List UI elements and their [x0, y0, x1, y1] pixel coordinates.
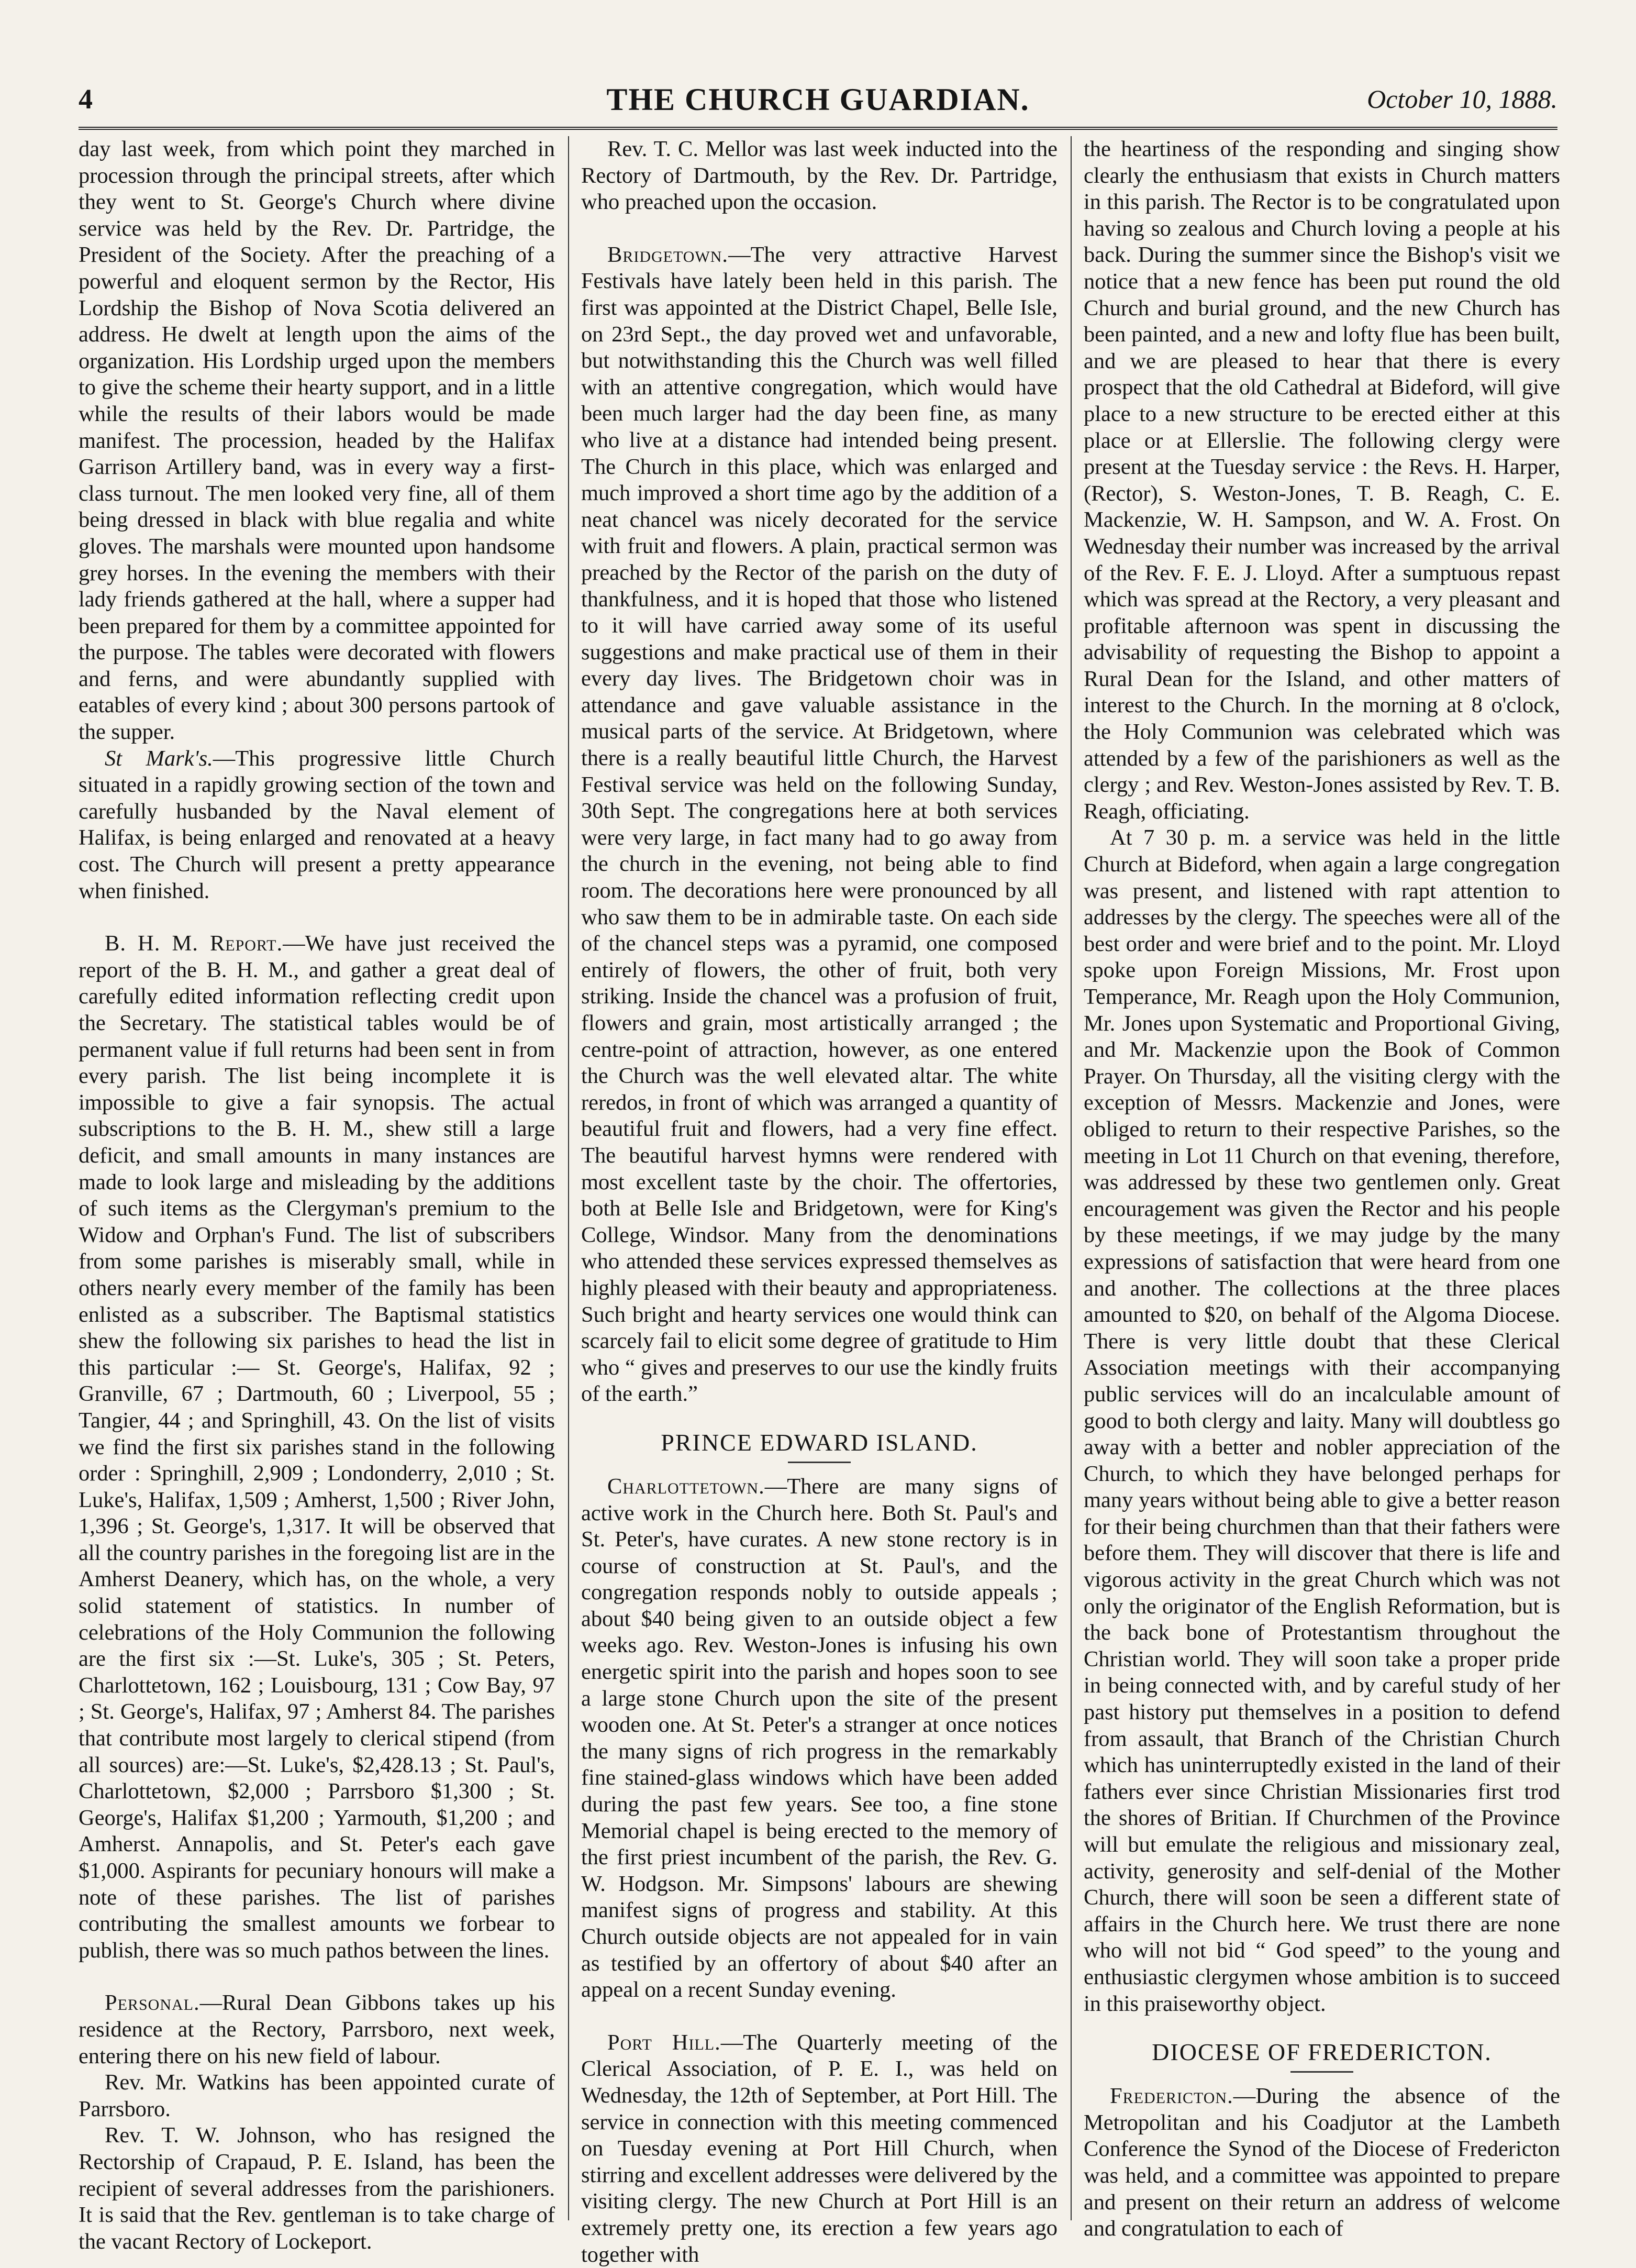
article-paragraph: Rev. T. C. Mellor was last week inducted into the Rectory of Dartmouth, by the Rev. Dr. Partridge, who preached upon the occasion.: [581, 137, 1058, 215]
article-paragraph: [581, 242, 1058, 1408]
paragraph-body: —Rural Dean Gibbons takes up his residence at the Rectory, Parrsboro, next week, entering there on his new field of labour.: [79, 1990, 555, 2068]
column-1: [79, 136, 555, 2254]
article-paragraph: [581, 2030, 1058, 2268]
issue-date: October 10, 1888.: [1367, 84, 1557, 114]
header-rule: [79, 127, 1557, 130]
section-heading: DIOCESE OF FREDERICTON.: [1152, 2039, 1492, 2066]
column-3: [1084, 136, 1560, 2241]
article-paragraph: Rev. Mr. Watkins has been appointed curate of Parrsboro.: [79, 2070, 555, 2121]
column-divider: [568, 136, 569, 2220]
paragraph-lead: B. H. M. Report.: [105, 931, 283, 956]
article-paragraph: the heartiness of the responding and singing show clearly the enthusiasm that exists in Church matters in this parish. The Rector is to be congratulated upon having so zealous and Church loving a people at his back. During the summer since the Bishop's visit we notice that a new fence has been put round the old Church and burial ground, and the new Church has been painted, and a new and lofty flue has been built, and we are pleased to hear that there is every prospect that the old Cathedral at Bideford, will give place to a new structure to be erected either at this place or at Ellerslie. The following clergy were present at the Tuesday service : the Revs. H. Harper, (Rector), S. Weston-Jones, T. B. Reagh, C. E. Mackenzie, W. H. Sampson, and W. A. Frost. On Wednesday their number was increased by the arrival of the Rev. F. E. J. Lloyd. After a sumptuous repast which was spread at the Rectory, a very pleasant and profitable afternoon was spent in discussing the advisability of requesting the Bishop to appoint a Rural Dean for the Island, and other matters of interest to the Church. In the morning at 8 o'clock, the Holy Communion was celebrated which was attended by a few of the parishioners as well as the clergy ; and Rev. Weston-Jones assisted by Rev. T. B. Reagh, officiating.: [1084, 137, 1560, 824]
paragraph-lead: Charlottetown.: [607, 1474, 765, 1499]
paragraph-lead: Fredericton.: [1110, 2084, 1233, 2109]
article-paragraph: [1084, 2083, 1560, 2242]
section-heading: PRINCE EDWARD ISLAND.: [661, 1429, 978, 1456]
paragraph-body: —There are many signs of active work in the Church here. Both St. Paul's and St. Peter's, have curates. A new stone rectory is in course of construction at St. Paul's, and the congregation responds nobly to outside appeals ; about $40 being given to an outside object a few weeks ago. Rev. Weston-Jones is infusing his own energetic spirit into the parish and hopes soon to see a large stone Church upon the site of the present wooden one. At St. Peter's a stranger at once notices the many signs of rich progress in the remarkably fine stained-glass windows which have been added during the past few years. See too, a fine stone Memorial chapel is being erected to the memory of the first priest incumbent of the parish, the Rev. G. W. Hodgson. Mr. Simpsons' labours are shewing manifest signs of progress and stability. At this Church outside objects are not appealed for in vain as testified by an offertory of about $40 after an appeal on a recent Sunday evening.: [581, 1474, 1058, 2003]
paragraph-lead: St Mark's.: [105, 746, 213, 771]
page-number: 4: [79, 83, 93, 115]
article-paragraph: At 7 30 p. m. a service was held in the little Church at Bideford, when again a large congregation was present, and listened with rapt attention to addresses by the clergy. The speeches were all of the best order and were brief and to the point. Mr. Lloyd spoke upon Foreign Missions, Mr. Frost upon Temperance, Mr. Reagh upon the Holy Communion, Mr. Jones upon Systematic and Proportional Giving, and Mr. Mackenzie upon the Book of Common Prayer. On Thursday, all the visiting clergy with the exception of Messrs. Mackenzie and Jones, were obliged to return to their respective Parishes, so the meeting in Lot 11 Church on that evening, therefore, was addressed by these two gentlemen only. Great encouragement was given the Rector and his people by these meetings, if we may judge by the many expressions of satisfaction that were heard from one and another. The collections at the three places amounted to $20, on behalf of the Algoma Diocese. There is very little doubt that these Clerical Association meetings with their accompanying public services will do an incalculable amount of good to both clergy and laity. Many will doubtless go away with a better and nobler appreciation of the Church, to which they have belonged perhaps for many years without being able to give a better reason for their being churchmen than that their fathers were before them. They will discover that there is life and vigorous activity in the great Church which was not only the originator of the English Reformation, but is the back bone of Protestantism throughout the Christian world. They will soon take a proper pride in being connected with, and by careful study of her past history put themselves in a position to defend from assault, that Branch of the Christian Church which has uninterruptedly existed in the land of their fathers ever since Christian Missionaries first trod the shores of Britian. If Churchmen of the Province will but emulate the religious and missionary zeal, activity, generosity and self-denial of the Mother Church, there will soon be seen a different state of affairs in the Church here. We trust there are none who will not bid “ God speed” to the young and enthusiastic clergymen whose ambition is to succeed in this praiseworthy object.: [1084, 825, 1560, 2016]
paragraph-lead: Personal.: [105, 1990, 200, 2016]
article-paragraph: [79, 746, 555, 905]
page-header: [79, 79, 1557, 126]
article-paragraph: day last week, from which point they marched in procession through the principal streets, after which they went to St. George's Church where divine service was held by the Rev. Dr. Partridge, the President of the Society. After the preaching of a powerful and eloquent sermon by the Rector, His Lordship the Bishop of Nova Scotia delivered an address. He dwelt at length upon the aims of the organization. His Lordship urged upon the members to give the scheme their hearty support, and in a little while the results of their labors would be made manifest. The procession, headed by the Halifax Garrison Artillery band, was in every way a first-class turnout. The men looked very fine, all of them being dressed in black with blue regalia and white gloves. The marshals were mounted upon handsome grey horses. In the evening the members with their lady friends gathered at the hall, where a supper had been prepared for them by a committee appointed for the purpose. The tables were decorated with flowers and ferns, and were abundantly supplied with eatables of every kind ; about 300 persons partook of the supper.: [79, 137, 555, 745]
heading-rule: [1290, 2071, 1353, 2073]
article-paragraph: [581, 1474, 1058, 2004]
paragraph-lead: Bridgetown.: [607, 242, 729, 267]
paragraph-body: —The Quarterly meeting of the Clerical Association, of P. E. I., was held on Wednesday, the 12th of September, at Port Hill. The service in connection with this meeting commenced on Tuesday evening at Port Hill Church, when stirring and excellent addresses were delivered by the visiting clergy. The new Church at Port Hill is an extremely pretty one, its erection a few years ago together with: [581, 2030, 1058, 2267]
columns: [79, 136, 1560, 2267]
article-paragraph: [79, 1990, 555, 2070]
article-paragraph: Rev. T. W. Johnson, who has resigned the Rectorship of Crapaud, P. E. Island, has been the recipient of several addresses from the parishioners. It is said that the Rev. gentleman is to take charge of the vacant Rectory of Lockeport.: [79, 2123, 555, 2254]
paragraph-body: —The very attractive Harvest Festivals have lately been held in this parish. The first was appointed at the District Chapel, Belle Isle, on 23rd Sept., the day proved wet and unfavorable, but notwithstanding this the Church was well filled with an attentive congregation, which would have been much larger had the day been fine, as many who live at a distance had intended being present. The Church in this place, which was enlarged and much improved a short time ago by the addition of a neat chancel was nicely decorated for the service with fruit and flowers. A plain, practical sermon was preached by the Rector of the parish on the duty of thankfulness, and it is hoped that those who listened to it will have carried away some of its useful suggestions and make practical use of them in their every day lives. The Bridgetown choir was in attendance and gave valuable assistance in the musical parts of the service. At Bridgetown, where there is a really beautiful little Church, the Harvest Festival service was held on the following Sunday, 30th Sept. The congregations here at both services were very large, in fact many had to go away from the church in the evening, not being able to find room. The decorations here were pronounced by all who saw them to be in admirable taste. On each side of the chancel steps was a pyramid, one composed entirely of flowers, the other of fruit, both very striking. Inside the chancel was a profusion of fruit, flowers and grain, most artistically arranged ; the centre-point of attraction, however, as one entered the Church was the well elevated altar. The white reredos, in front of which was arranged a quantity of beautiful fruit and flowers, had a very fine effect. The beautiful harvest hymns were rendered with most excellent taste by the choir. The offertories, both at Belle Isle and Bridgetown, were for King's College, Windsor. Many from the denominations who attended these services expressed themselves as highly pleased with their beauty and appropriateness. Such bright and hearty services one would think can scarcely fail to elicit some degree of gratitude to Him who “ gives and preserves to our use the kindly fruits of the earth.”: [581, 242, 1058, 1407]
column-divider: [1071, 136, 1072, 2220]
article-paragraph: [79, 931, 555, 1964]
masthead-title: THE CHURCH GUARDIAN.: [606, 82, 1030, 117]
column-2: [581, 136, 1058, 2267]
paragraph-body: —During the absence of the Metropolitan and his Coadjutor at the Lambeth Conference the Synod of the Diocese of Fredericton was held, and a committee was appointed to prepare and present on their return an address of welcome and congratulation to each of: [1084, 2084, 1560, 2241]
heading-rule: [788, 1462, 851, 1463]
paragraph-body: —We have just received the report of the B. H. M., and gather a great deal of carefully edited information reflecting credit upon the Secretary. The statistical tables would be of permanent value if full returns had been sent in from every parish. The list being incomplete it is impossible to give a fair synopsis. The actual subscriptions to the B. H. M., shew still a large deficit, and small amounts in many instances are made to look large and misleading by the additions of such items as the Clergyman's premium to the Widow and Orphan's Fund. The list of subscribers from some parishes is miserably small, while in others nearly every member of the family has been enlisted as a subscriber. The Baptismal statistics shew the following six parishes to head the list in this particular :— St. George's, Halifax, 92 ; Granville, 67 ; Dartmouth, 60 ; Liverpool, 55 ; Tangier, 44 ; and Springhill, 43. On the list of visits we find the first six parishes stand in the following order : Springhill, 2,909 ; Londonderry, 2,010 ; St. Luke's, Halifax, 1,509 ; Amherst, 1,500 ; River John, 1,396 ; St. George's, 1,317. It will be observed that all the country parishes in the foregoing list are in the Amherst Deanery, which has, on the whole, a very solid statement of statistics. In number of celebrations of the Holy Communion the following are the first six :—St. Luke's, 305 ; St. Peters, Charlottetown, 162 ; Louisbourg, 131 ; Cow Bay, 97 ; St. George's, Halifax, 97 ; Amherst 84. The parishes that contribute most largely to clerical stipend (from all sources) are:—St. Luke's, $2,428.13 ; St. Paul's, Charlottetown, $2,000 ; Parrsboro $1,300 ; St. George's, Halifax $1,200 ; Yarmouth, $1,200 ; and Amherst. Annapolis, and St. Peter's each gave $1,000. Aspirants for pecuniary honours will make a note of these parishes. The list of parishes contributing the smallest amounts we forbear to publish, there was so much pathos between the lines.: [79, 931, 555, 1963]
paragraph-body: —This progressive little Church situated in a rapidly growing section of the town and carefully husbanded by the Naval element of Halifax, is being enlarged and renovated at a heavy cost. The Church will present a pretty appearance when finished.: [79, 746, 555, 903]
paragraph-lead: Port Hill.: [607, 2030, 721, 2055]
